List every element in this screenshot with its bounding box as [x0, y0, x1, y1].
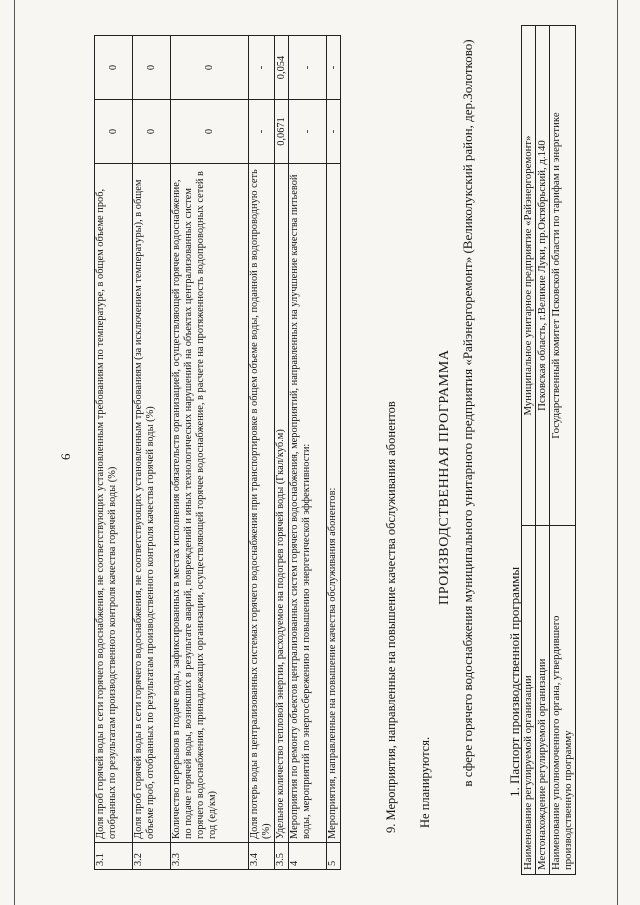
- program-subtitle: в сфере горячего водоснабжения муниципального унитарного предприятия «Райэнергоремонт» (Великолукский район, дер.Золотково): [460, 39, 475, 787]
- row-description: Доля проб горячей воды в сети горячего водоснабжения, не соответствующих установленным требованиям по температуре, в общем объеме проб, отобранных по результатам производственного контроля качества горячей воды (%): [95, 164, 133, 843]
- row-number: 3.1: [95, 843, 133, 870]
- passport-row: [522, 26, 536, 875]
- row-value-2: -: [249, 36, 275, 100]
- table-row: [327, 36, 341, 870]
- indicators-table: [94, 35, 341, 870]
- table-row: [249, 36, 275, 870]
- row-value-1: -: [289, 100, 327, 164]
- passport-label: Наименование регулируемой организации: [522, 526, 536, 875]
- program-title: ПРОИЗВОДСТВЕННАЯ ПРОГРАММА: [437, 349, 452, 605]
- row-value-1: -: [327, 100, 341, 164]
- page-number: 6: [58, 453, 73, 460]
- scan-edge-line-top: [14, 0, 15, 905]
- row-description: Удельное количество тепловой энергии, расходуемое на подогрев горячей воды (Гкал/куб.м): [275, 164, 289, 843]
- row-description: Мероприятия, направленные на повышение качества обслуживания абонентов:: [327, 164, 341, 843]
- row-value-2: -: [327, 36, 341, 100]
- table-row: [171, 36, 249, 870]
- table-row: [95, 36, 133, 870]
- row-number: 3.5: [275, 843, 289, 870]
- row-description: Доля проб горячей воды в сети горячего водоснабжения, не соответствующих установленным требованиям (за исключением температуры), в общем объеме проб, отобранных по результатам производственного контроля качества горячей воды (%): [133, 164, 171, 843]
- row-number: 5: [327, 843, 341, 870]
- row-value-2: 0: [133, 36, 171, 100]
- row-description: Доля потерь воды в централизованных системах горячего водоснабжения при транспортировке в общем объеме воды, поданной в водопроводную сеть (%): [249, 164, 275, 843]
- passport-label: Наименование уполномоченного органа, утвердившего производственную программу: [550, 526, 576, 875]
- row-number: 3.4: [249, 843, 275, 870]
- row-value-1: 0: [171, 100, 249, 164]
- row-value-1: 0,0671: [275, 100, 289, 164]
- row-number: 3.2: [133, 843, 171, 870]
- passport-row: [536, 26, 550, 875]
- section-9-title: 9. Мероприятия, направленные на повышение качества обслуживания абонентов: [384, 401, 398, 833]
- row-value-1: 0: [95, 100, 133, 164]
- passport-value: Псковская область, г.Великие Луки, пр.Октябрьский, д.140: [536, 26, 550, 526]
- passport-value: Государственный комитет Псковской области по тарифам и энергетике: [550, 26, 576, 526]
- row-value-2: 0,054: [275, 36, 289, 100]
- passport-label: Местонахождение регулируемой организации: [536, 526, 550, 875]
- row-number: 3.3: [171, 843, 249, 870]
- section-9-text: Не планируются.: [418, 736, 432, 828]
- table-row: [289, 36, 327, 870]
- row-value-1: 0: [133, 100, 171, 164]
- table-row: [133, 36, 171, 870]
- passport-row: [550, 26, 576, 875]
- row-value-2: 0: [171, 36, 249, 100]
- passport-title: 1. Паспорт производственной программы: [507, 566, 522, 797]
- scan-edge-line-bottom: [617, 0, 618, 905]
- indicators-table-body: [95, 36, 341, 870]
- passport-table-body: [522, 26, 576, 875]
- row-value-2: 0: [95, 36, 133, 100]
- table-row: [275, 36, 289, 870]
- row-value-1: -: [249, 100, 275, 164]
- passport-value: Муниципальное унитарное предприятие «Райэнергоремонт»: [522, 26, 536, 526]
- row-number: 4: [289, 843, 327, 870]
- row-value-2: -: [289, 36, 327, 100]
- passport-table: [521, 25, 576, 875]
- row-description: Количество перерывов в подаче воды, зафиксированных в местах исполнения обязательств организацией, осуществляющей горячее водоснабжение, по подаче горячей воды, возникших в результате аварий, повреждений и иных технологических нарушений на объектах централизованных систем горячего водоснабжения, принадлежащих организации, осуществляющей горячее водоснабжение, в расчете на протяженность водопроводных сетей в год (ед/км): [171, 164, 249, 843]
- row-description: Мероприятия по ремонту объектов централизованных систем горячего водоснабжения, мероприятий, направленных на улучшение качества питьевой воды, мероприятий по энергосбережению и повышению энергетической эффективности:: [289, 164, 327, 843]
